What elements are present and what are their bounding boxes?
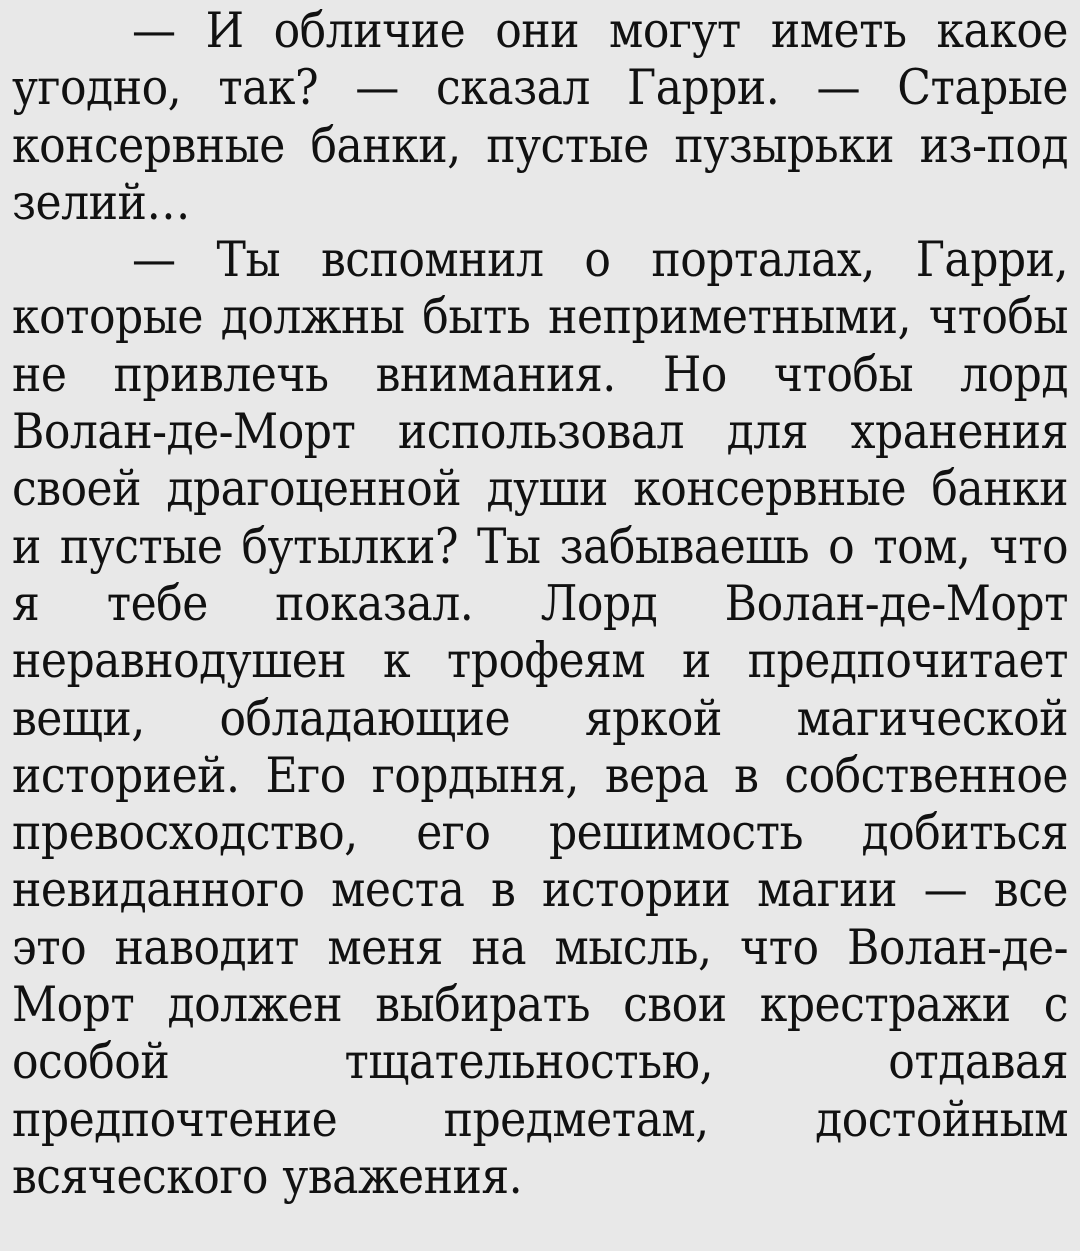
book-paragraph-dialogue-harry: — И обличие они могут иметь какое угодно, так? — сказал Гарри. — Старые консервные банки, пустые пузырьки из-под зелий…	[12, 2, 1068, 231]
book-paragraph-dialogue-dumbledore: — Ты вспомнил о порталах, Гарри, которые должны быть неприметными, чтобы не привлечь внимания. Но чтобы лорд Волан-де-Морт использовал для хранения своей драгоценной души консервные банки и пустые бутылки? Ты забываешь о том, что я тебе показал. Лорд Волан-де-Морт неравнодушен к трофеям и предпочитает вещи, обладающие яркой магической историей. Его гордыня, вера в собственное превосходство, его решимость добиться невиданного места в истории магии — все это наводит меня на мысль, что Волан-де-Морт должен выбирать свои крестражи с особой тщательностью, отдавая предпочтение предметам, достойным всяческого уважения.	[12, 231, 1068, 1205]
